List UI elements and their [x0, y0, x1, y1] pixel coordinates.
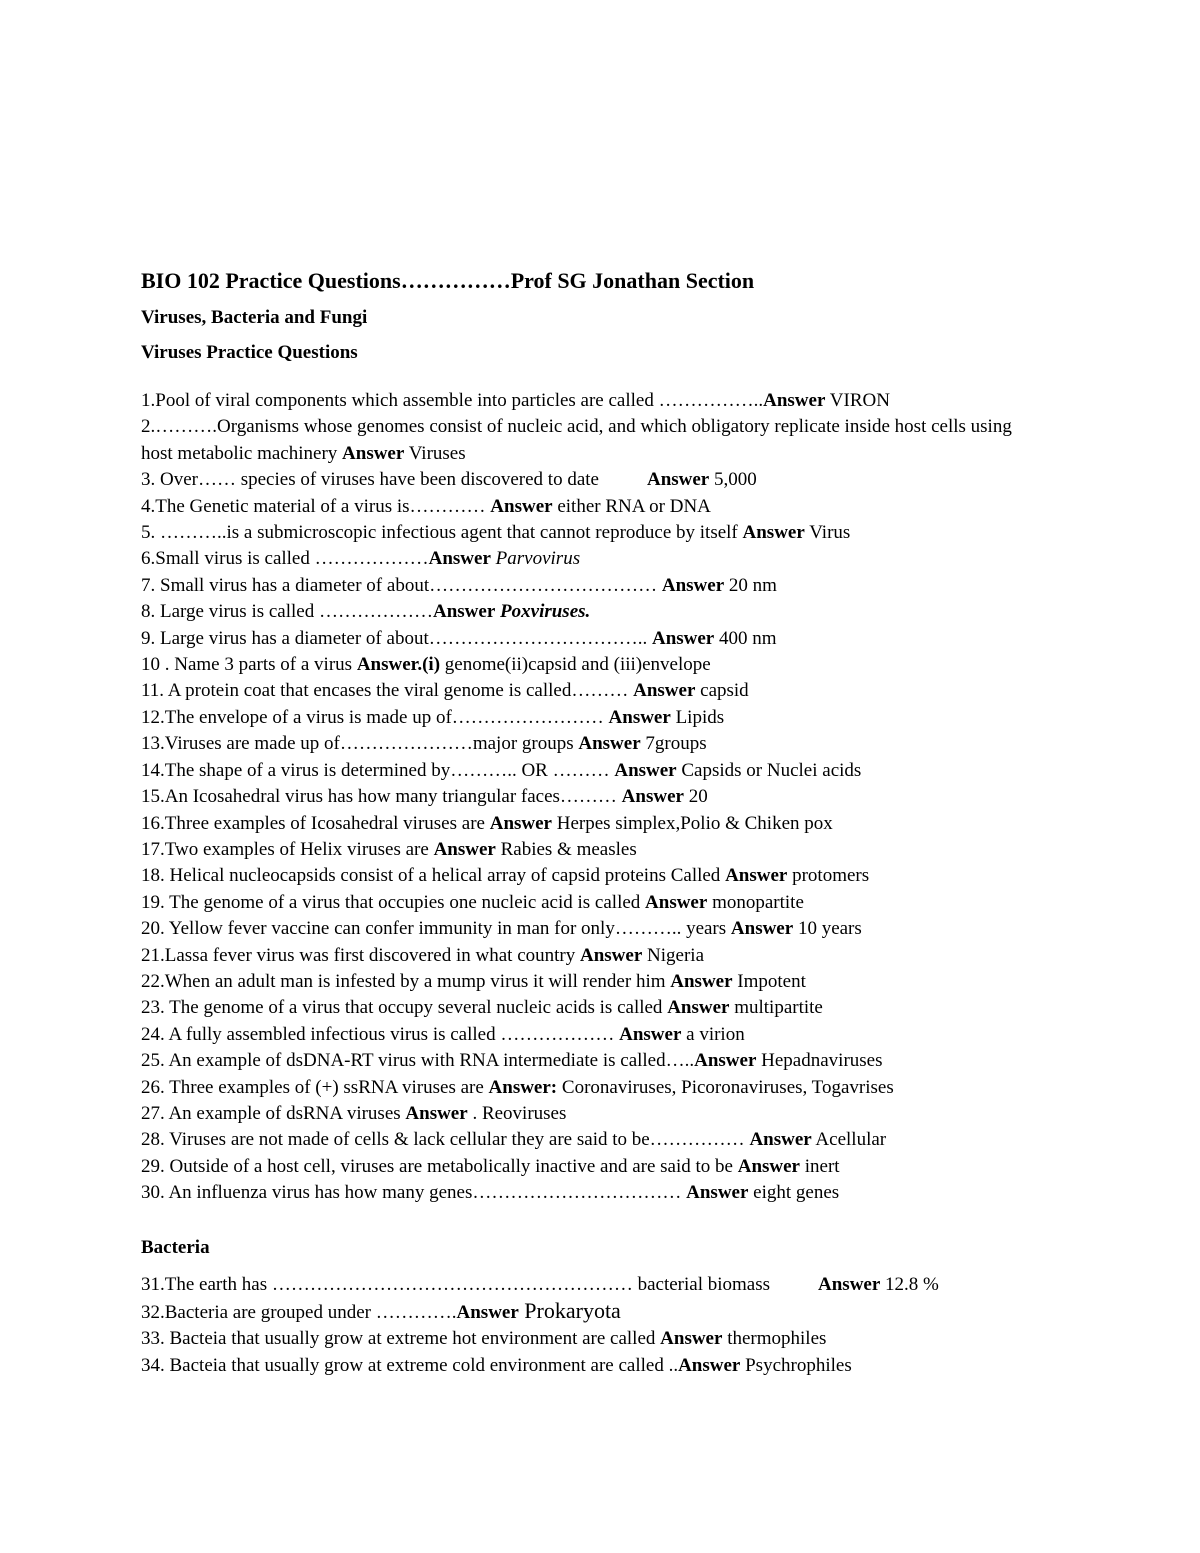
section-heading-bacteria: Bacteria	[141, 1236, 210, 1258]
question-line: 7. Small virus has a diameter of about……………………………… Answer 20 nm	[141, 574, 777, 596]
question-line: 2.……….Organisms whose genomes consist of nucleic acid, and which obligatory replicate inside host cells using host metabolic machinery Answer Viruses	[141, 416, 1012, 464]
question-line: 8. Large virus is called ………………Answer Poxviruses.	[141, 601, 591, 623]
bacteria-question-list	[141, 1272, 1141, 1380]
question-line: 24. A fully assembled infectious virus is called ……………… Answer a virion	[141, 1023, 745, 1045]
question-line: 1.Pool of viral components which assemble into particles are called ……………..Answer VIRON	[141, 390, 890, 411]
question-line: 5. ………..is a submicroscopic infectious agent that cannot reproduce by itself Answer Virus	[141, 522, 851, 544]
question-line: 12.The envelope of a virus is made up of…………………… Answer Lipids	[141, 706, 725, 728]
question-line: 32.Bacteria are grouped under ………….Answer Prokaryota	[141, 1298, 621, 1323]
question-line: 25. An example of dsDNA-RT virus with RNA intermediate is called…..Answer Hepadnaviruses	[141, 1050, 883, 1072]
question-line: 9. Large virus has a diameter of about…………………………….. Answer 400 nm	[141, 627, 777, 649]
question-line: 17.Two examples of Helix viruses are Answer Rabies & measles	[141, 838, 637, 860]
question-line: 15.An Icosahedral virus has how many triangular faces……… Answer 20	[141, 786, 708, 808]
question-line: 6.Small virus is called ………………Answer Parvovirus	[141, 548, 581, 570]
question-line: 4.The Genetic material of a virus is………… Answer either RNA or DNA	[141, 495, 711, 517]
question-line: 34. Bacteia that usually grow at extreme cold environment are called ..Answer Psychrophiles	[141, 1354, 852, 1376]
document-page	[141, 262, 1141, 1379]
question-line: 31.The earth has ………………………………………………… bacterial biomass Answer 12.8 %	[141, 1273, 939, 1295]
section-heading-viruses: Viruses Practice Questions	[141, 342, 358, 363]
question-line: 20. Yellow fever vaccine can confer immunity in man for only……….. years Answer 10 years	[141, 918, 862, 940]
question-line: 33. Bacteia that usually grow at extreme hot environment are called Answer thermophiles	[141, 1328, 827, 1350]
question-line: 14.The shape of a virus is determined by……….. OR ……… Answer Capsids or Nuclei acids	[141, 759, 862, 781]
question-line: 10 . Name 3 parts of a virus Answer.(i) genome(ii)capsid and (iii)envelope	[141, 654, 711, 676]
question-line: 3. Over…… species of viruses have been discovered to date Answer 5,000	[141, 469, 757, 491]
question-line: 13.Viruses are made up of…………………major groups Answer 7groups	[141, 733, 707, 755]
question-line: 21.Lassa fever virus was first discovered in what country Answer Nigeria	[141, 944, 705, 966]
question-line: 18. Helical nucleocapsids consist of a helical array of capsid proteins Called Answer protomers	[141, 865, 870, 887]
question-line: 26. Three examples of (+) ssRNA viruses are Answer: Coronaviruses, Picoronaviruses, Togavrises	[141, 1076, 894, 1098]
question-line: 29. Outside of a host cell, viruses are metabolically inactive and are said to be Answer inert	[141, 1155, 840, 1177]
page-title: BIO 102 Practice Questions……………Prof SG Jonathan Section	[141, 268, 755, 293]
question-line: 27. An example of dsRNA viruses Answer . Reoviruses	[141, 1102, 567, 1124]
question-line: 19. The genome of a virus that occupies one nucleic acid is called Answer monopartite	[141, 891, 804, 913]
page-subtitle: Viruses, Bacteria and Fungi	[141, 307, 368, 328]
question-line: 28. Viruses are not made of cells & lack cellular they are said to be…………… Answer Acellular	[141, 1129, 887, 1151]
question-line: 30. An influenza virus has how many genes…………………………… Answer eight genes	[141, 1182, 840, 1204]
question-line: 23. The genome of a virus that occupy several nucleic acids is called Answer multipartite	[141, 997, 823, 1019]
question-line: 22.When an adult man is infested by a mump virus it will render him Answer Impotent	[141, 970, 806, 992]
question-line: 11. A protein coat that encases the viral genome is called……… Answer capsid	[141, 680, 749, 702]
viruses-question-list	[141, 388, 1141, 1207]
question-line: 16.Three examples of Icosahedral viruses are Answer Herpes simplex,Polio & Chiken pox	[141, 812, 833, 834]
